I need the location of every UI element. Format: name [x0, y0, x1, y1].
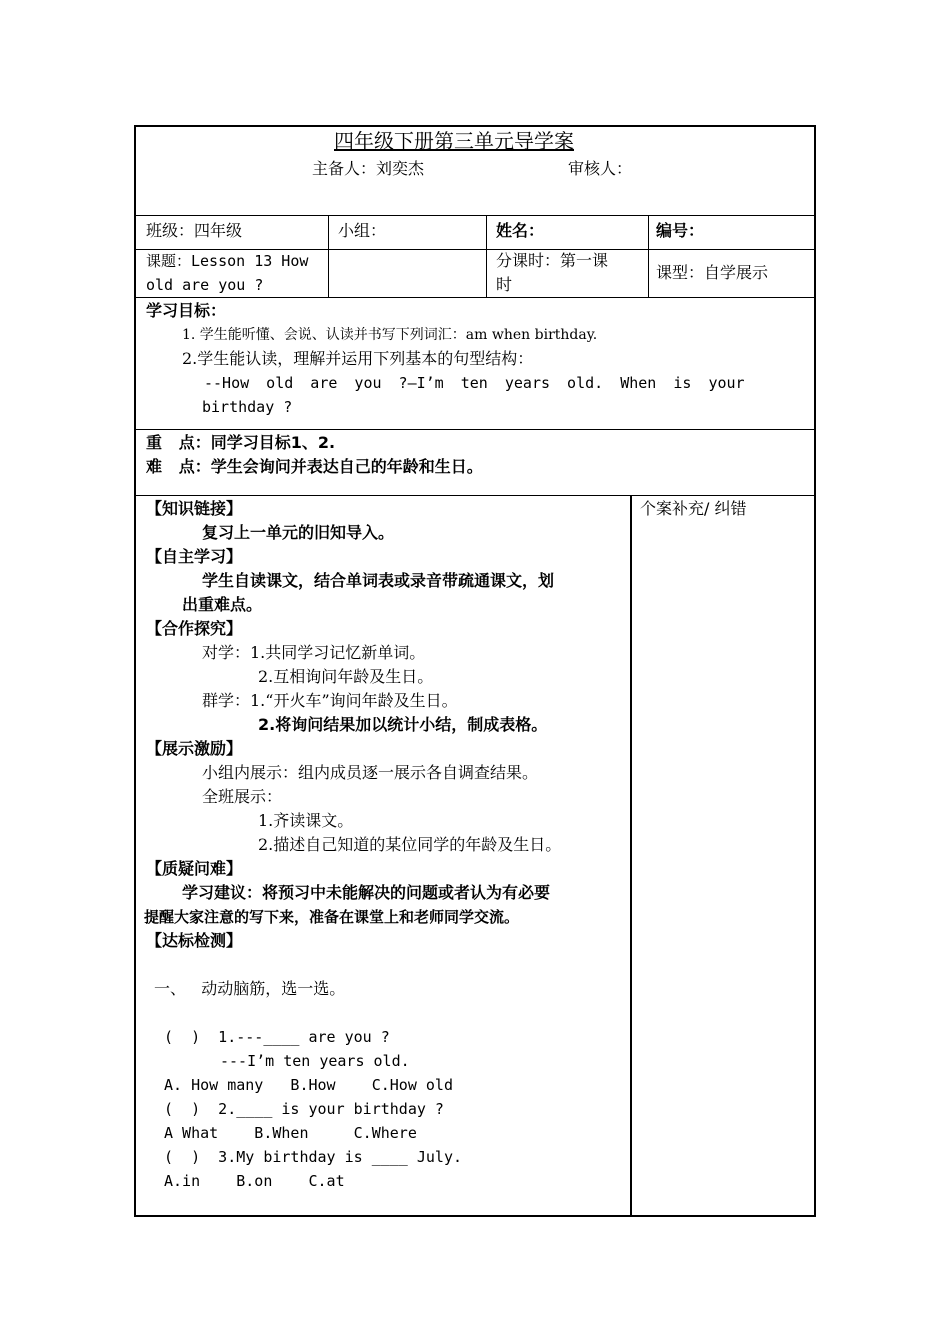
- showcase-line-2: 全班展示：: [202, 787, 283, 806]
- worksheet-table: [134, 125, 816, 1217]
- section-cooperation: 【合作探究】: [146, 619, 243, 638]
- cooperation-line-3: 群学：1.“开火车”询问年龄及生日。: [202, 691, 458, 710]
- cooperation-line-1: 对学：1.共同学习记忆新单词。: [202, 643, 426, 662]
- preparer-label: 主备人：刘奕杰: [312, 159, 425, 178]
- showcase-line-4: 2.描述自己知道的某位同学的年龄及生日。: [258, 835, 562, 854]
- key-point: 重 点：同学习目标1、2.: [146, 433, 336, 452]
- section-questions: 【质疑问难】: [146, 859, 243, 878]
- period-cell-line1: 分课时：第一课: [496, 251, 609, 270]
- cooperation-line-2: 2.互相询问年龄及生日。: [258, 667, 434, 686]
- name-cell: 姓名：: [496, 221, 545, 240]
- self-study-text-2: 出重难点。: [182, 595, 263, 614]
- number-cell: 编号：: [656, 221, 705, 240]
- row-divider: [136, 429, 814, 430]
- class-cell: 班级：四年级: [146, 221, 243, 240]
- objective-sentence-line2: birthday ?: [202, 398, 293, 416]
- section-self-study: 【自主学习】: [146, 547, 243, 566]
- question-1-options: A. How many B.How C.How old: [164, 1076, 453, 1094]
- question-1: ( ) 1.---____ are you ?: [164, 1028, 390, 1046]
- row-divider: [136, 215, 814, 216]
- section-showcase: 【展示激励】: [146, 739, 243, 758]
- knowledge-link-text: 复习上一单元的旧知导入。: [202, 523, 395, 542]
- side-notes-heading: 个案补充/ 纠错: [640, 499, 747, 518]
- question-3: ( ) 3.My birthday is ____ July.: [164, 1148, 463, 1166]
- row-divider: [136, 297, 814, 298]
- col-divider: [486, 215, 487, 297]
- questions-advice-2: 提醒大家注意的写下来，准备在课堂上和老师同学交流。: [144, 908, 520, 926]
- col-divider: [648, 215, 649, 297]
- showcase-line-1: 小组内展示：组内成员逐一展示各自调查结果。: [202, 763, 539, 782]
- type-cell: 课型：自学展示: [656, 263, 769, 282]
- topic-cell-line2: old are you ?: [146, 276, 264, 294]
- group-cell: 小组：: [338, 221, 387, 240]
- question-3-options: A.in B.on C.at: [164, 1172, 345, 1190]
- self-study-text-1: 学生自读课文，结合单词表或录音带疏通课文，划: [202, 571, 555, 590]
- reviewer-label: 审核人：: [568, 159, 633, 178]
- col-divider: [630, 495, 632, 1217]
- section-knowledge-link: 【知识链接】: [146, 499, 243, 518]
- cooperation-line-4: 2.将询问结果加以统计小结，制成表格。: [258, 715, 548, 734]
- question-1-answer: ---I’m ten years old.: [220, 1052, 410, 1070]
- showcase-line-3: 1.齐读课文。: [258, 811, 354, 830]
- question-2-options: A What B.When C.Where: [164, 1124, 417, 1142]
- page-title: 四年级下册第三单元导学案: [334, 129, 574, 153]
- questions-advice-1: 学习建议：将预习中未能解决的问题或者认为有必要: [182, 883, 551, 902]
- period-cell-line2: 时: [496, 275, 513, 294]
- row-divider: [136, 495, 814, 496]
- objective-sentence-line1: --How old are you ?—I’m ten years old. When is your: [204, 374, 745, 392]
- question-2: ( ) 2.____ is your birthday ?: [164, 1100, 444, 1118]
- exercise-title: 一、 动动脑筋，选一选。: [154, 979, 346, 998]
- section-assessment: 【达标检测】: [146, 931, 243, 950]
- topic-cell-line1: 课题：Lesson 13 How: [146, 252, 309, 270]
- objective-item-2: 2.学生能认读，理解并运用下列基本的句型结构：: [182, 349, 534, 368]
- col-divider: [328, 215, 329, 297]
- objective-item-1: 1. 学生能听懂、会说、认读并书写下列词汇：am when birthday.: [182, 327, 598, 343]
- objectives-heading: 学习目标：: [146, 301, 227, 320]
- difficulty-point: 难 点：学生会询问并表达自己的年龄和生日。: [146, 457, 483, 476]
